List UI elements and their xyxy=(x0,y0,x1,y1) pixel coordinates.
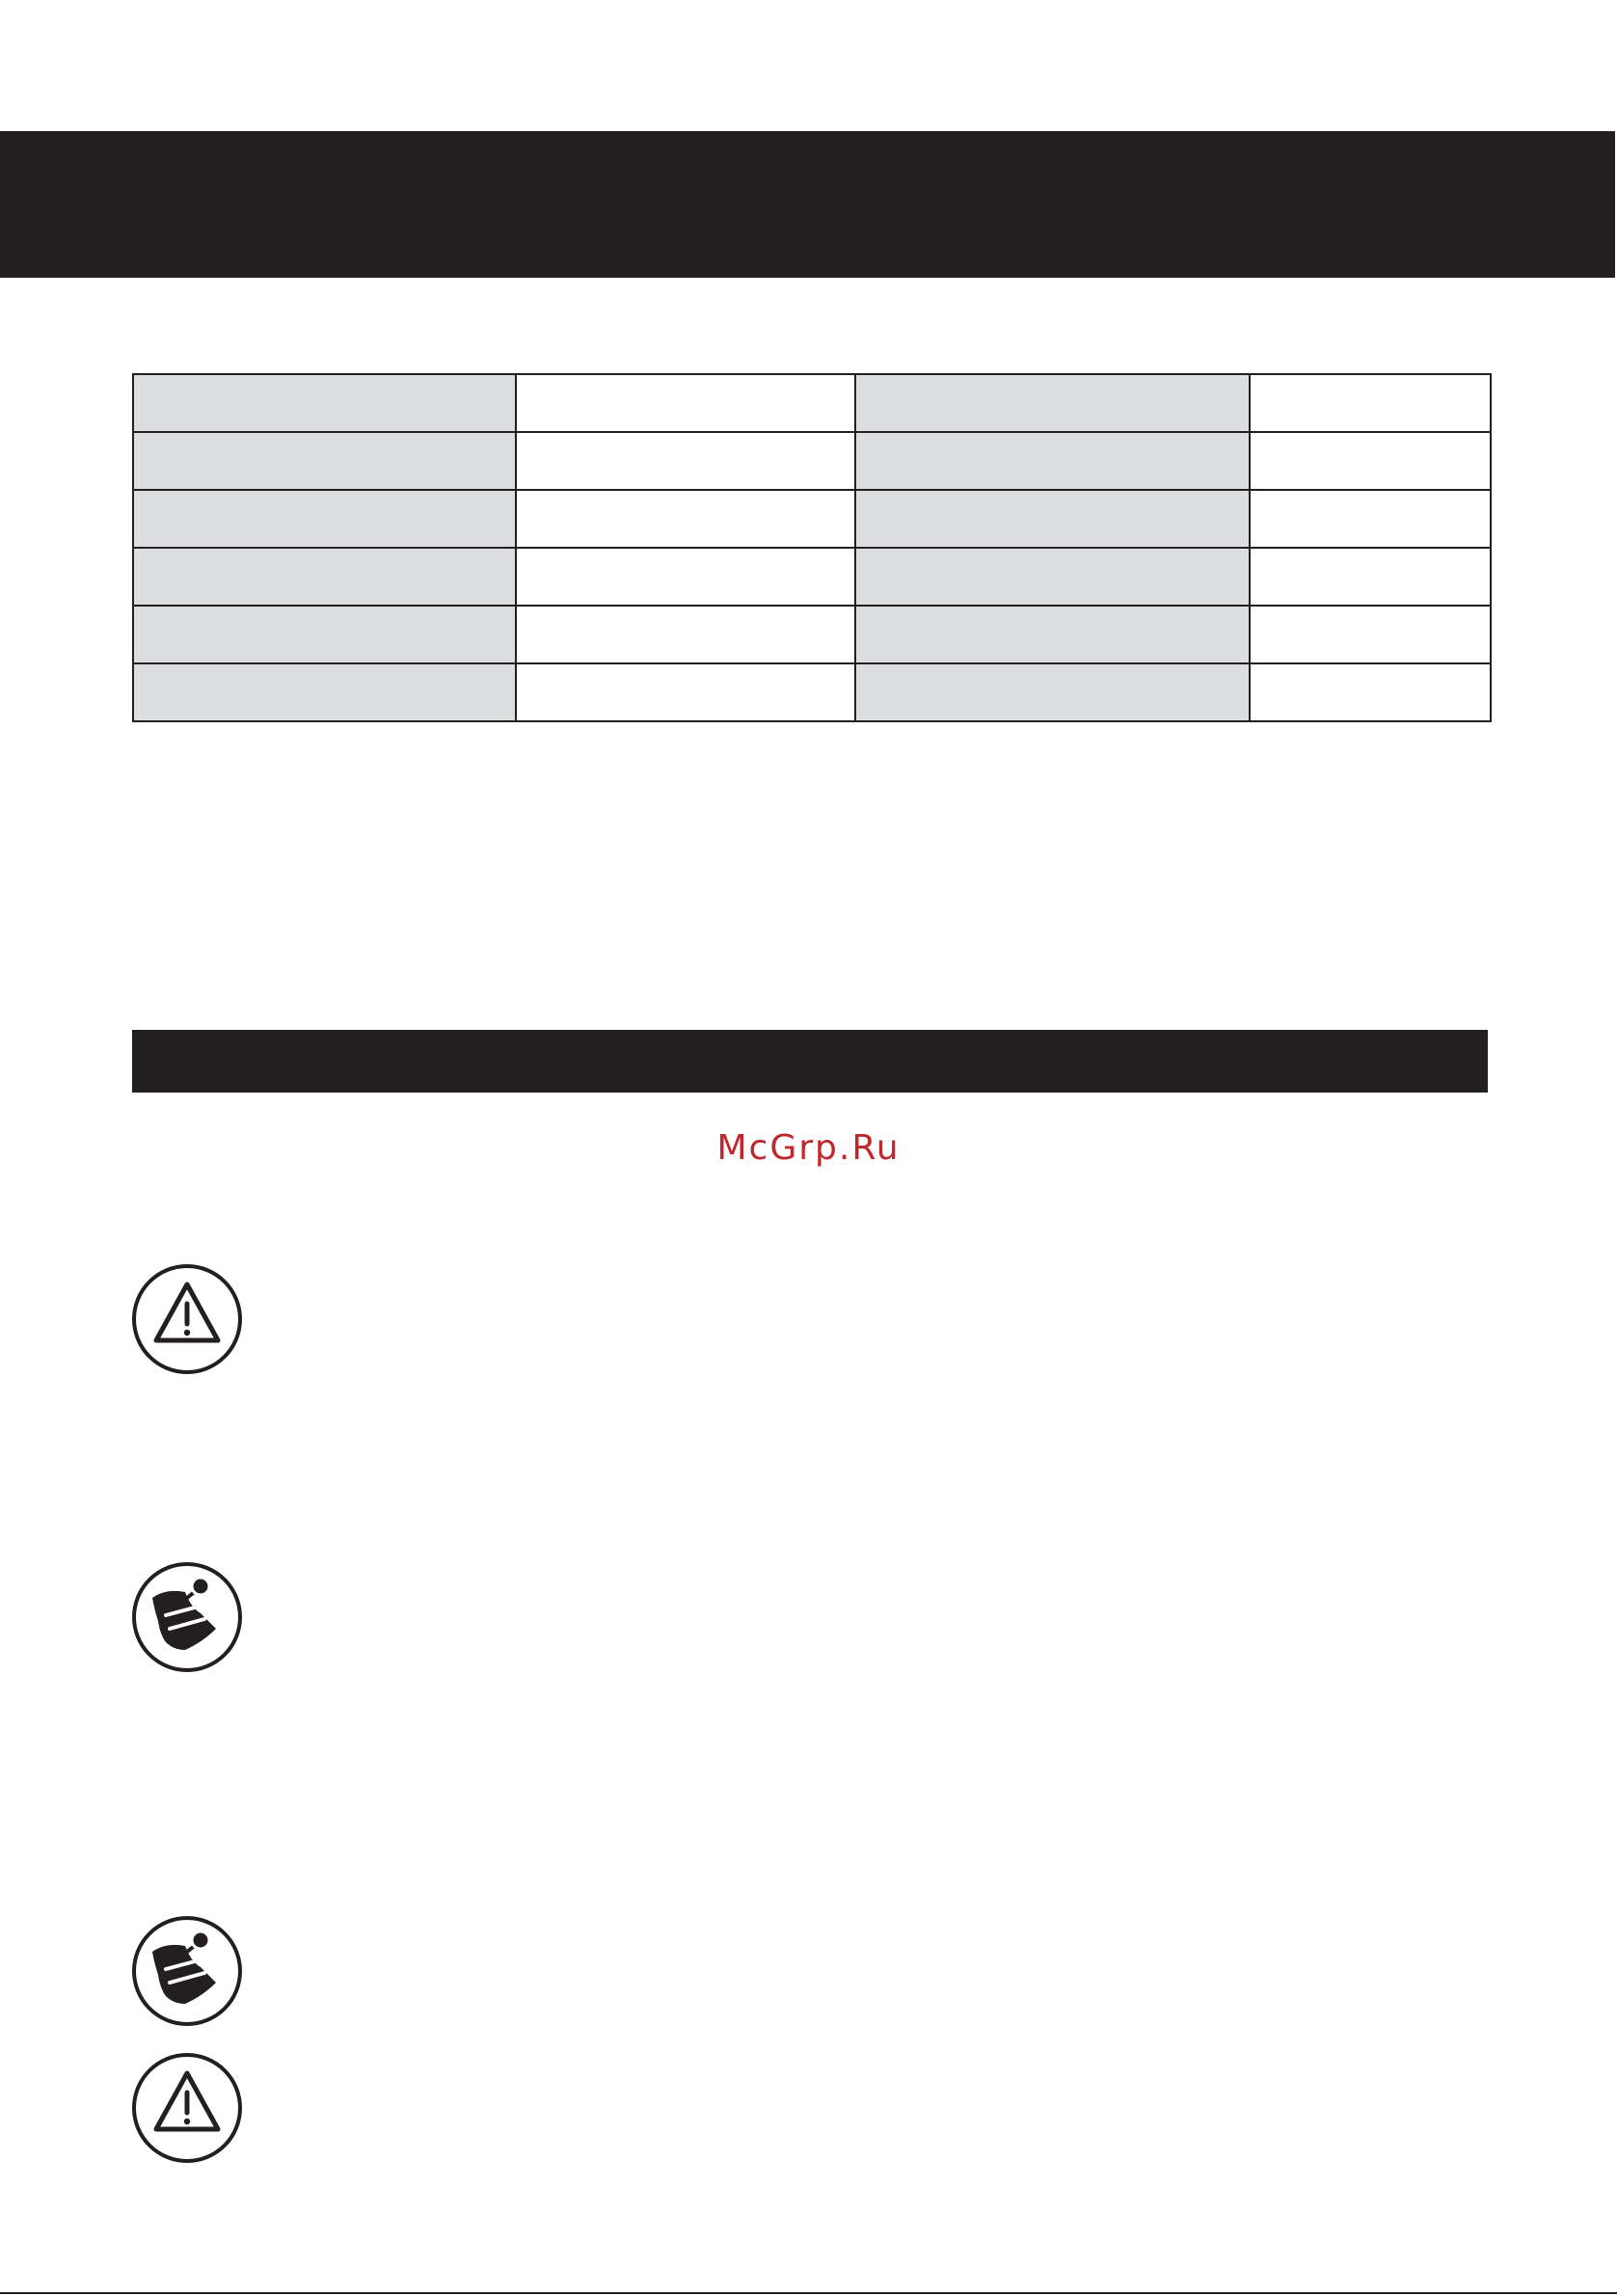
table-cell-label xyxy=(133,374,516,432)
table-cell-value xyxy=(516,432,855,490)
table-cell-label xyxy=(133,490,516,548)
note-icon xyxy=(131,1561,243,1673)
table-row xyxy=(133,548,1491,606)
table-row xyxy=(133,374,1491,432)
table-cell-label xyxy=(855,606,1250,663)
footer-line xyxy=(0,2292,1617,2294)
table-cell-label xyxy=(855,548,1250,606)
table-cell-value xyxy=(516,663,855,721)
table-row xyxy=(133,663,1491,721)
table-cell-label xyxy=(133,606,516,663)
table-cell-value xyxy=(1250,606,1491,663)
table-cell-label xyxy=(133,548,516,606)
watermark-text: McGrp.Ru xyxy=(716,1128,901,1168)
table-cell-value xyxy=(1250,548,1491,606)
table-row xyxy=(133,432,1491,490)
table-cell-value xyxy=(516,374,855,432)
table-cell-value xyxy=(1250,374,1491,432)
table-cell-value xyxy=(1250,490,1491,548)
table-row xyxy=(133,490,1491,548)
spec-table xyxy=(132,373,1492,722)
table-cell-label xyxy=(855,663,1250,721)
warning-icon xyxy=(131,1263,243,1375)
table-cell-value xyxy=(1250,663,1491,721)
section-header-bar xyxy=(132,1030,1488,1093)
warning-icon xyxy=(131,2052,243,2164)
table-row xyxy=(133,606,1491,663)
table-cell-value xyxy=(1250,432,1491,490)
table-cell-value xyxy=(516,548,855,606)
table-cell-value xyxy=(516,606,855,663)
table-cell-value xyxy=(516,490,855,548)
table-cell-label xyxy=(855,490,1250,548)
table-cell-label xyxy=(855,432,1250,490)
note-icon xyxy=(131,1915,243,2027)
table-cell-label xyxy=(133,663,516,721)
header-banner xyxy=(0,131,1615,278)
table-cell-label xyxy=(855,374,1250,432)
table-cell-label xyxy=(133,432,516,490)
